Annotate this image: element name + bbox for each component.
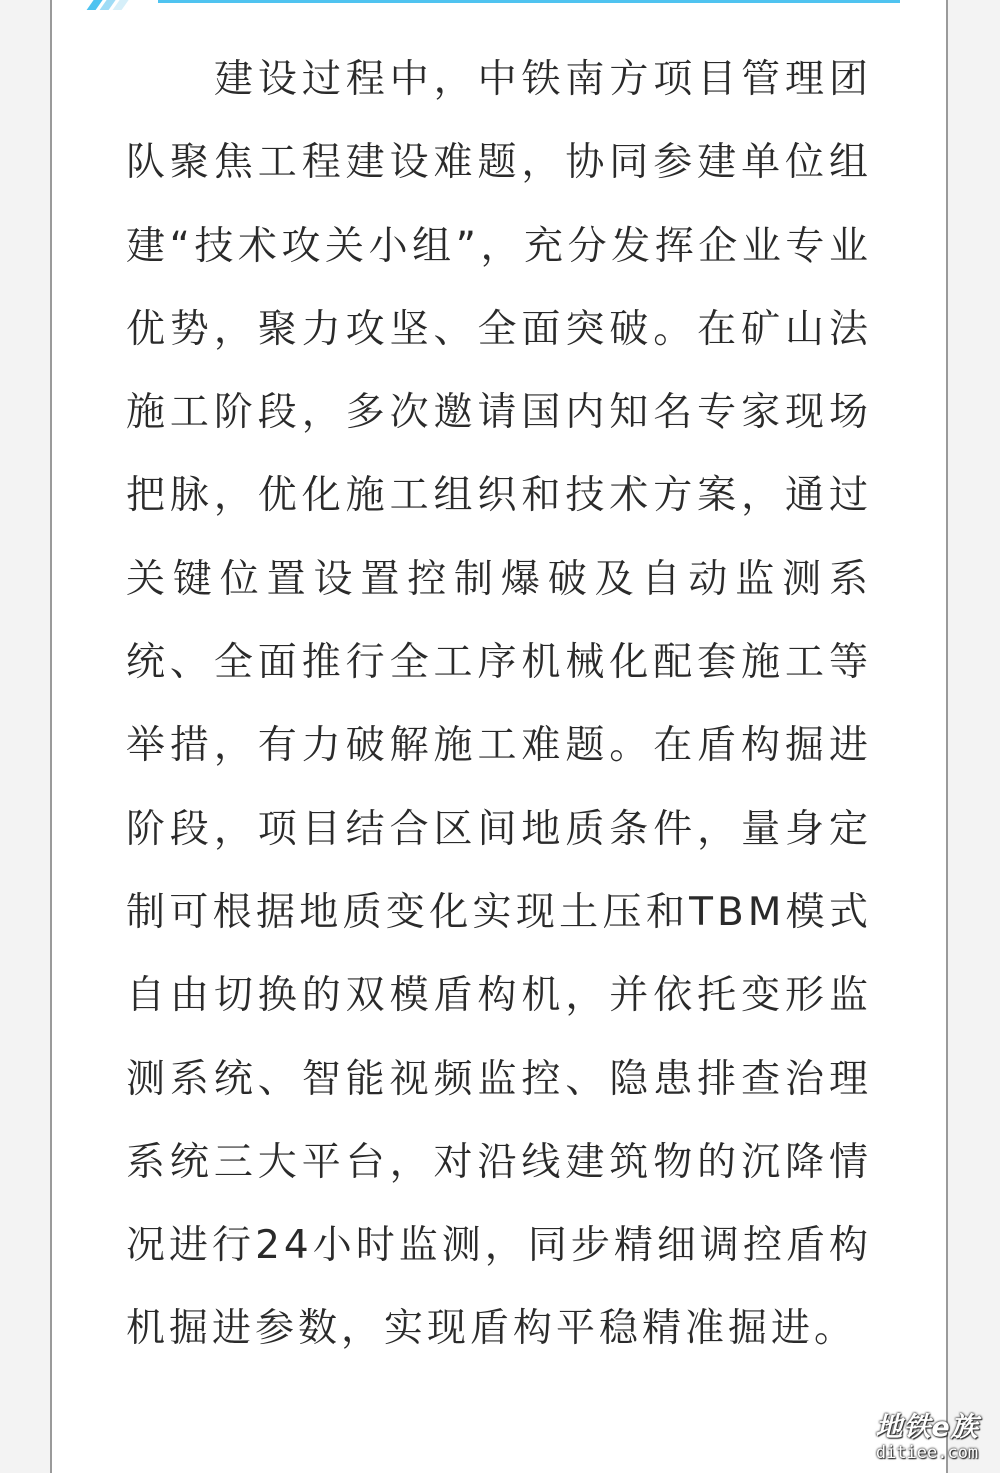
watermark-url: ditiee.com [875, 1443, 979, 1463]
watermark-logo-text: 地铁e族 [875, 1412, 979, 1443]
header-divider [158, 0, 900, 3]
watermark [862, 1414, 992, 1462]
article-paragraph: 建设过程中，中铁南方项目管理团队聚焦工程建设难题，协同参建单位组建“技术攻关小组”，充分发挥企业专业优势，聚力攻坚、全面突破。在矿山法施工阶段，多次邀请国内知名专家现场把脉，优化施工组织和技术方案，通过关键位置设置控制爆破及自动监测系统、全面推行全工序机械化配套施工等举措，有力破解施工难题。在盾构掘进阶段，项目结合区间地质条件，量身定制可根据地质变化实现土压和TBM模式自由切换的双模盾构机，并依托变形监测系统、智能视频监控、隐患排查治理系统三大平台，对沿线建筑物的沉降情况进行24小时监测，同步精细调控盾构机掘进参数，实现盾构平稳精准掘进。 [126, 57, 872, 1352]
right-border [946, 0, 948, 1473]
